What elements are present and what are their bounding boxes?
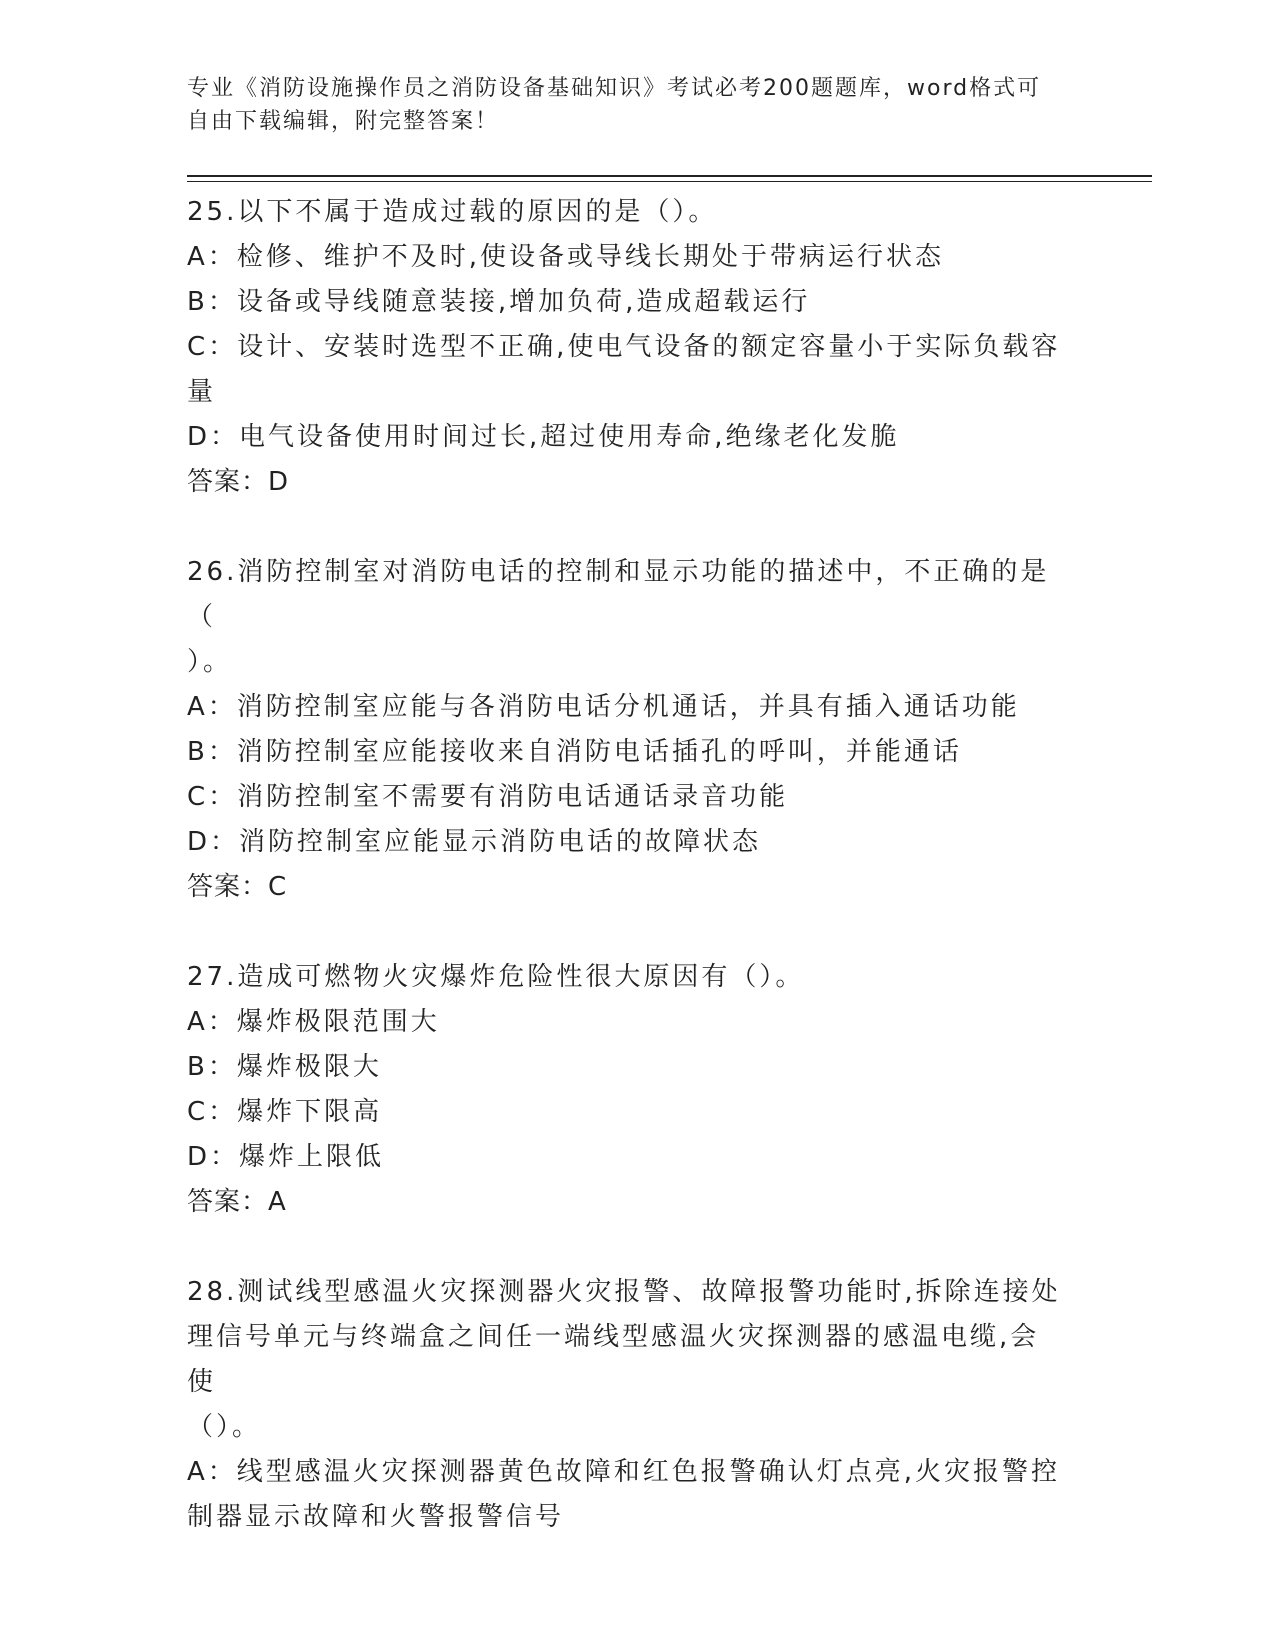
- header-divider-thin: [187, 181, 1152, 182]
- option-c: C：爆炸下限高: [187, 1097, 383, 1127]
- option-c-continued: 量: [187, 377, 217, 407]
- question-stem: 26.消防控制室对消防电话的控制和显示功能的描述中，不正确的是（: [187, 557, 1050, 632]
- question-28: [187, 1270, 1067, 1540]
- answer: 答案：D: [187, 467, 290, 497]
- option-a: A：检修、维护不及时,使设备或导线长期处于带病运行状态: [187, 242, 945, 272]
- question-stem: 25.以下不属于造成过载的原因的是（）。: [187, 197, 718, 227]
- question-stem-continued: ）。: [187, 647, 233, 677]
- option-b: B：设备或导线随意装接,增加负荷,造成超载运行: [187, 287, 811, 317]
- question-stem: 27.造成可燃物火灾爆炸危险性很大原因有（）。: [187, 962, 805, 992]
- question-25: [187, 190, 1067, 505]
- question-26: [187, 550, 1067, 910]
- option-c: C：设计、安装时选型不正确,使电气设备的额定容量小于实际负载容: [187, 332, 1061, 362]
- option-a: A：爆炸极限范围大: [187, 1007, 440, 1037]
- header-title-line-1: 专业《消防设施操作员之消防设备基础知识》考试必考200题题库，word格式可: [187, 76, 1042, 101]
- question-stem-continued: 理信号单元与终端盒之间任一端线型感温火灾探测器的感温电缆,会使: [187, 1322, 1040, 1397]
- header-title-line-2: 自由下载编辑，附完整答案！: [187, 109, 500, 134]
- option-a: A：消防控制室应能与各消防电话分机通话，并具有插入通话功能: [187, 692, 1020, 722]
- option-d: D：爆炸上限低: [187, 1142, 385, 1172]
- option-b: B：爆炸极限大: [187, 1052, 382, 1082]
- document-header: [187, 72, 1067, 138]
- question-27: [187, 955, 1067, 1225]
- question-stem-continued: （）。: [187, 1412, 262, 1442]
- question-list: [187, 190, 1067, 1585]
- answer: 答案：A: [187, 1187, 287, 1217]
- option-a-continued: 制器显示故障和火警报警信号: [187, 1502, 565, 1532]
- option-b: B：消防控制室应能接收来自消防电话插孔的呼叫，并能通话: [187, 737, 962, 767]
- question-stem: 28.测试线型感温火灾探测器火灾报警、故障报警功能时,拆除连接处: [187, 1277, 1061, 1307]
- option-d: D：消防控制室应能显示消防电话的故障状态: [187, 827, 762, 857]
- option-c: C：消防控制室不需要有消防电话通话录音功能: [187, 782, 789, 812]
- header-divider-thick: [187, 175, 1152, 177]
- answer: 答案：C: [187, 872, 288, 902]
- option-a: A：线型感温火灾探测器黄色故障和红色报警确认灯点亮,火灾报警控: [187, 1457, 1061, 1487]
- option-d: D：电气设备使用时间过长,超过使用寿命,绝缘老化发脆: [187, 422, 900, 452]
